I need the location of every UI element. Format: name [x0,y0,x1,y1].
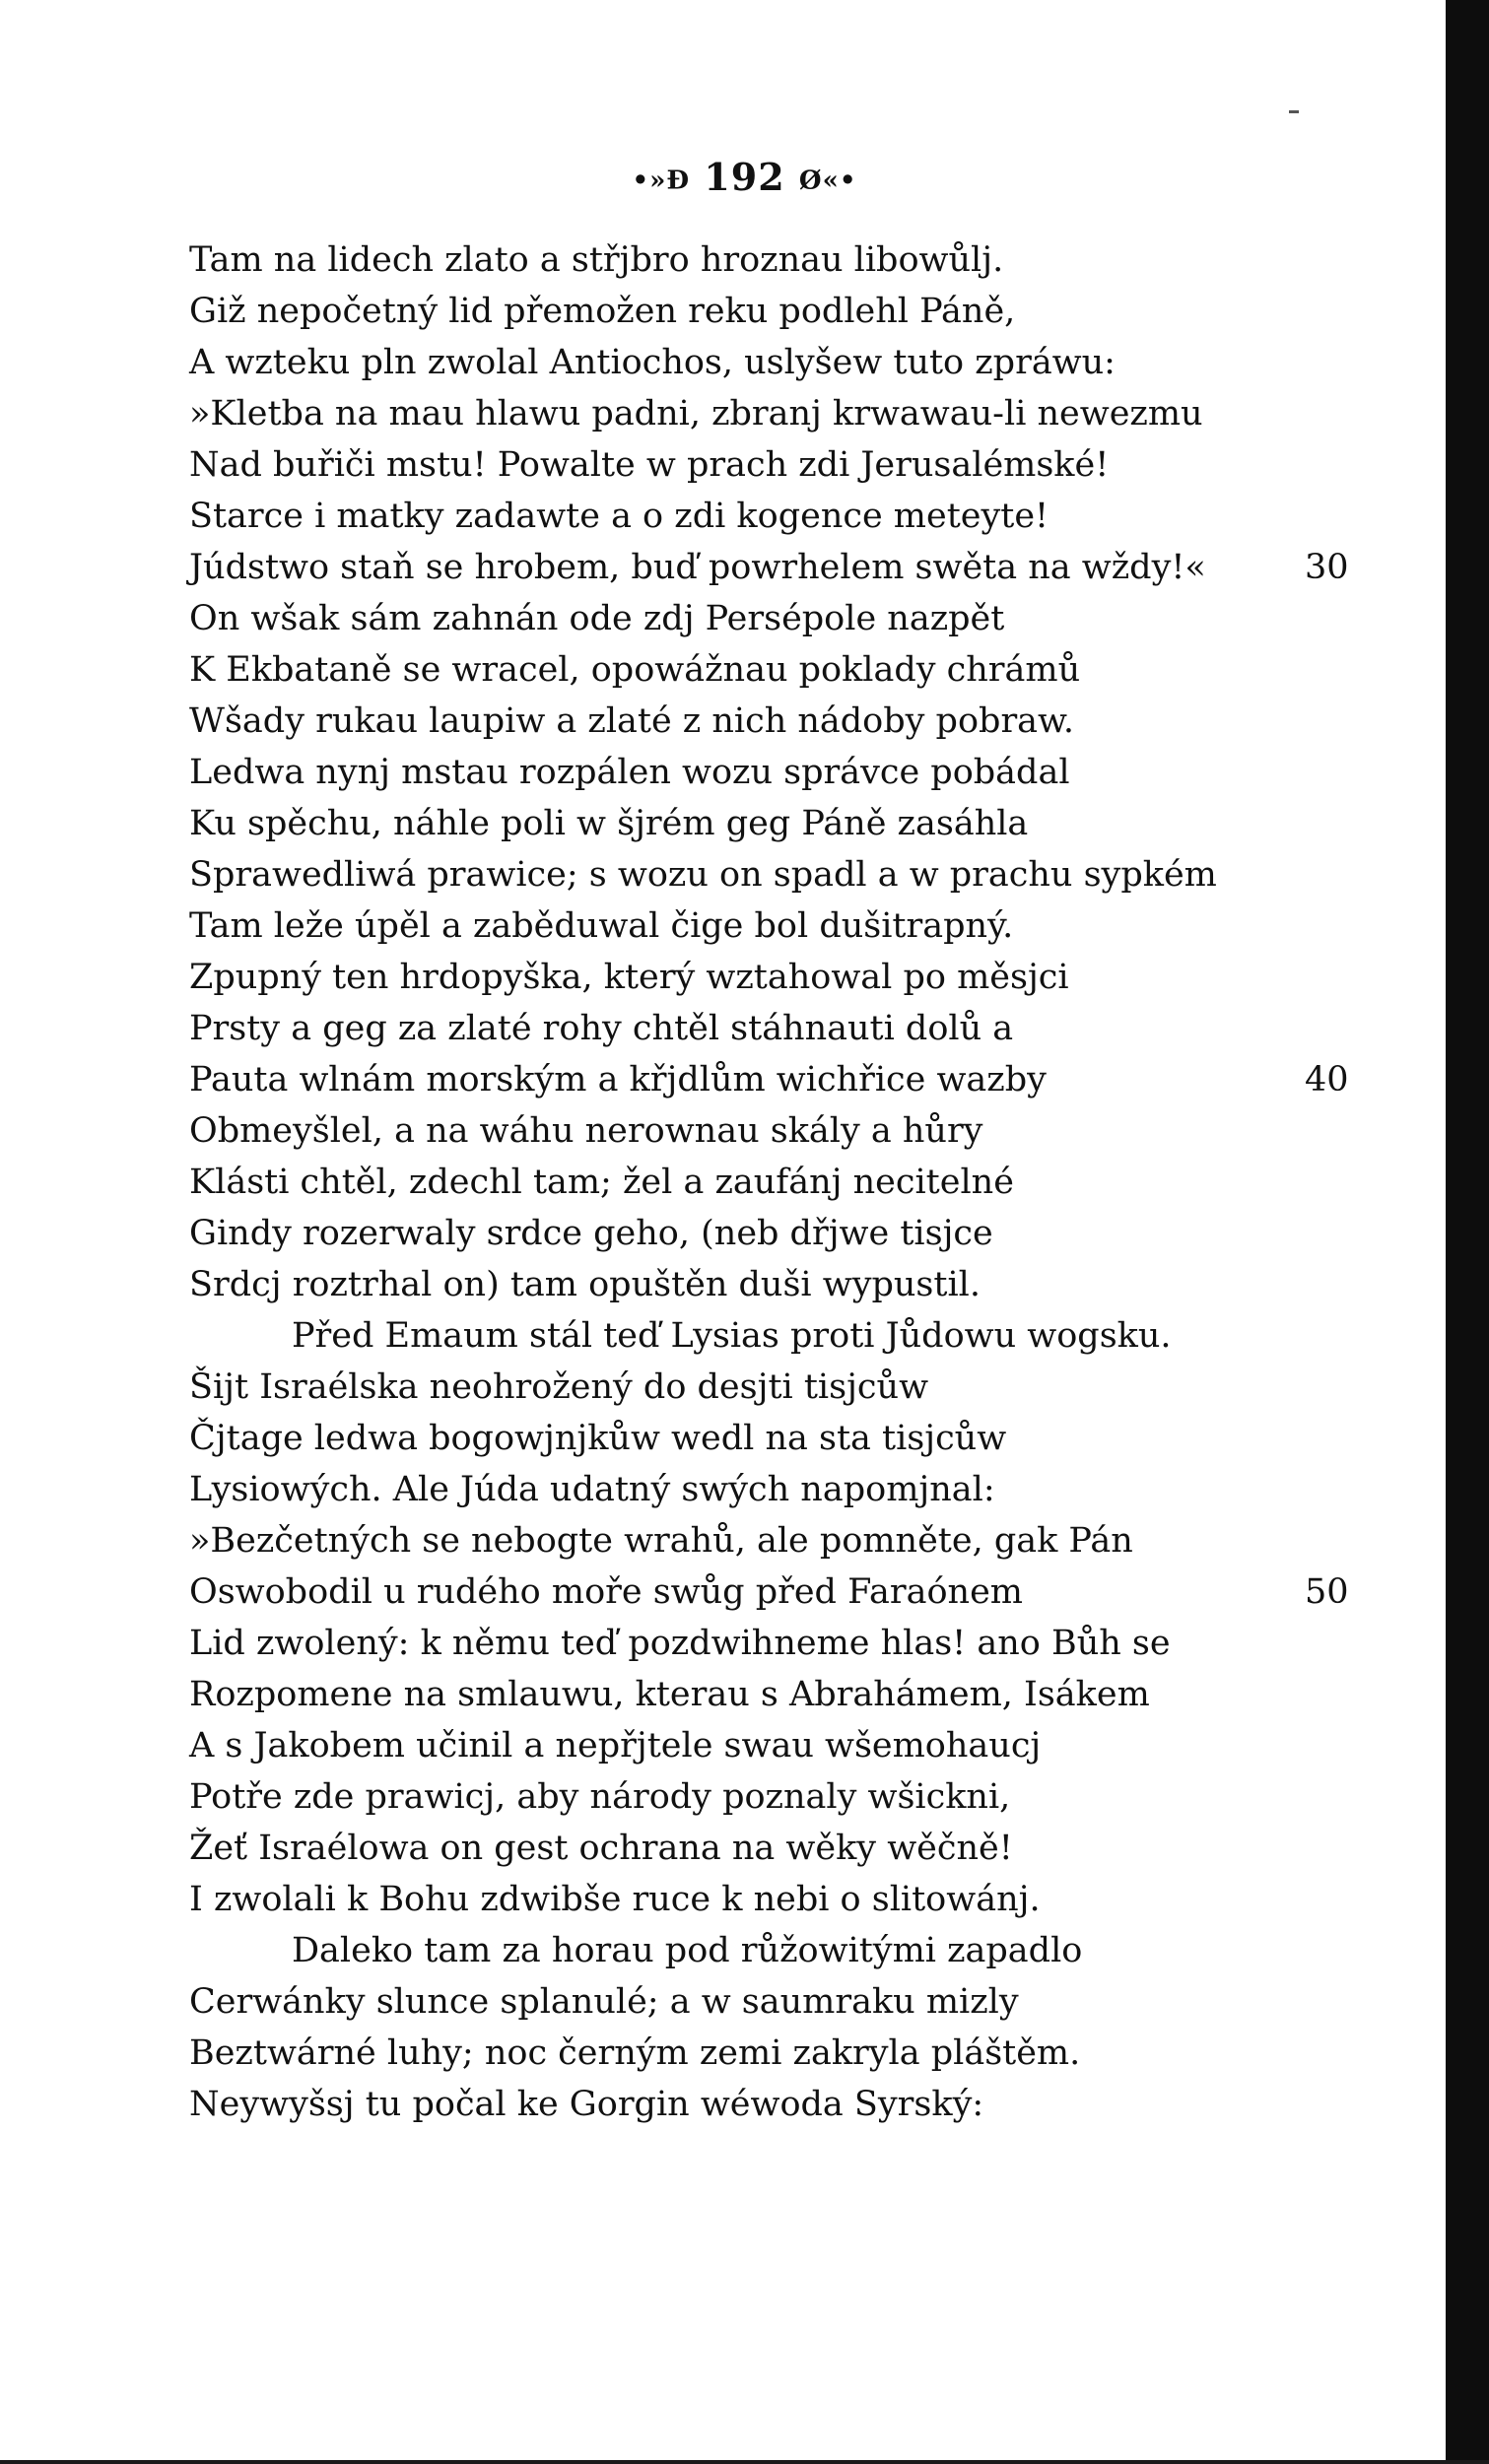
verse-line [189,1618,1372,1669]
line-number: 30 [1305,548,1349,587]
page-number: 192 [704,155,785,199]
verse-line [189,1157,1372,1208]
verse-line [189,1720,1372,1771]
verse-line-text: Žeť Israélowa on gest ochrana na wěky wěčně! [189,1829,1013,1868]
verse-line-text: »Kletba na mau hlawu padni, zbranj krwawau-li newezmu [189,394,1203,433]
scan-bottom-edge [0,2460,1489,2464]
verse-line [189,1874,1372,1925]
verse-line [189,337,1372,388]
verse-line [189,542,1372,593]
verse-line-text: Beztwárné luhy; noc černým zemi zakryla pláštěm. [189,2033,1081,2073]
verse-line-text: On wšak sám zahnán ode zdj Persépole nazpět [189,599,1005,638]
verse-line [189,286,1372,337]
verse-line-text: Klásti chtěl, zdechl tam; žel a zaufánj necitelné [189,1163,1014,1202]
verse-line-text: Sprawedliwá prawice; s wozu on spadl a w prachu sypkém [189,855,1217,895]
verse-line [189,1208,1372,1259]
verse-line [189,1669,1372,1720]
verse-line [189,491,1372,542]
line-number: 40 [1305,1060,1349,1099]
verse-line-text: Wšady rukau laupiw a zlaté z nich nádoby pobraw. [189,701,1074,741]
verse-line-text: Daleko tam za horau pod růžowitými zapadlo [292,1931,1083,1970]
verse-line [189,849,1372,900]
verse-line-text: A s Jakobem učinil a nepřjtele swau wšemohaucj [189,1726,1042,1765]
verse-line [189,644,1372,696]
verse-line-text: Júdstwo staň se hrobem, buď powrhelem swěta na wždy!« [189,548,1206,587]
verse-line [189,1054,1372,1105]
verse-line-text: Srdcj roztrhal on) tam opuštěn duši wypustil. [189,1265,981,1304]
verse-line [189,1823,1372,1874]
verse-line-text: Čjtage ledwa bogowjnjkůw wedl na sta tisjcůw [189,1419,1007,1458]
right-ornament: Ø«• [798,166,857,196]
verse-line [189,1566,1372,1618]
verse-line [189,2028,1372,2079]
verse-line-text: Pauta wlnám morským a křjdlům wichřice wazby [189,1060,1047,1099]
verse-line-text: A wzteku pln zwolal Antiochos, uslyšew tuto zpráwu: [189,343,1116,382]
verse-line [189,900,1372,952]
verse-line [189,593,1372,644]
left-ornament: •»Ð [632,166,691,196]
verse-line-text: Šijt Israélska neohrožený do desjti tisjcůw [189,1367,929,1407]
verse-line [189,1413,1372,1464]
verse-line [189,1003,1372,1054]
verse-line [189,1362,1372,1413]
verse-line-text: Obmeyšlel, a na wáhu nerownau skály a hůry [189,1111,983,1151]
verse-line-text: Potře zde prawicj, aby národy poznaly wšickni, [189,1777,1011,1817]
verse-line [189,1464,1372,1515]
verse-line-text: Nad buřiči mstu! Powalte w prach zdi Jerusalémské! [189,445,1110,485]
verse-line-text: Prsty a geg za zlaté rohy chtěl stáhnauti dolů a [189,1009,1014,1048]
verse-line-text: Cerwánky slunce splanulé; a w saumraku mizly [189,1982,1019,2022]
verse-line [189,696,1372,747]
verse-line-text: Tam na lidech zlato a střjbro hroznau libowůlj. [189,240,1004,280]
verse-line [189,1976,1372,2028]
paper-speck [1289,110,1299,113]
verse-line [189,1925,1372,1976]
verse-line-text: Před Emaum stál teď Lysias proti Jůdowu wogsku. [292,1316,1172,1356]
verse-line [189,1310,1372,1362]
verse-line [189,1105,1372,1157]
verse-line [189,2079,1372,2130]
verse-line [189,388,1372,439]
line-number: 50 [1305,1572,1349,1612]
verse-line-text: Neywyšsj tu počal ke Gorgin wéwoda Syrský: [189,2085,984,2124]
verse-line [189,747,1372,798]
verse-line-text: Starce i matky zadawte a o zdi kogence meteyte! [189,497,1049,536]
verse-line-text: Giž nepočetný lid přemožen reku podlehl Páně, [189,292,1016,331]
verse-line-text: Lysiowých. Ale Júda udatný swých napomjnal: [189,1470,995,1509]
verse-line [189,1771,1372,1823]
verse-line-text: Ku spěchu, náhle poli w šjrém geg Páně zasáhla [189,804,1029,843]
verse-line [189,439,1372,491]
scan-edge-shadow [1446,0,1489,2464]
verse-line-text: K Ekbataně se wracel, opowážnau poklady chrámů [189,650,1081,690]
verse-line-text: Tam leže úpěl a zaběduwal čige bol dušitrapný. [189,906,1014,946]
verse-line [189,798,1372,849]
verse-line-text: »Bezčetných se nebogte wrahů, ale pomněte, gak Pán [189,1521,1133,1561]
verse-line-text: Lid zwolený: k němu teď pozdwihneme hlas! ano Bůh se [189,1624,1171,1663]
verse-body [189,234,1372,2130]
verse-line-text: I zwolali k Bohu zdwibše ruce k nebi o slitowánj. [189,1880,1041,1919]
page-header [0,148,1489,211]
verse-line-text: Zpupný ten hrdopyška, který wztahowal po měsjci [189,958,1069,997]
verse-line-text: Oswobodil u rudého moře swůg před Faraónem [189,1572,1023,1612]
verse-line-text: Ledwa nynj mstau rozpálen wozu správce pobádal [189,753,1070,792]
verse-line [189,234,1372,286]
verse-line [189,1259,1372,1310]
verse-line [189,1515,1372,1566]
verse-line-text: Rozpomene na smlauwu, kterau s Abrahámem, Isákem [189,1675,1150,1714]
verse-line-text: Gindy rozerwaly srdce geho, (neb dřjwe tisjce [189,1214,993,1253]
verse-line [189,952,1372,1003]
